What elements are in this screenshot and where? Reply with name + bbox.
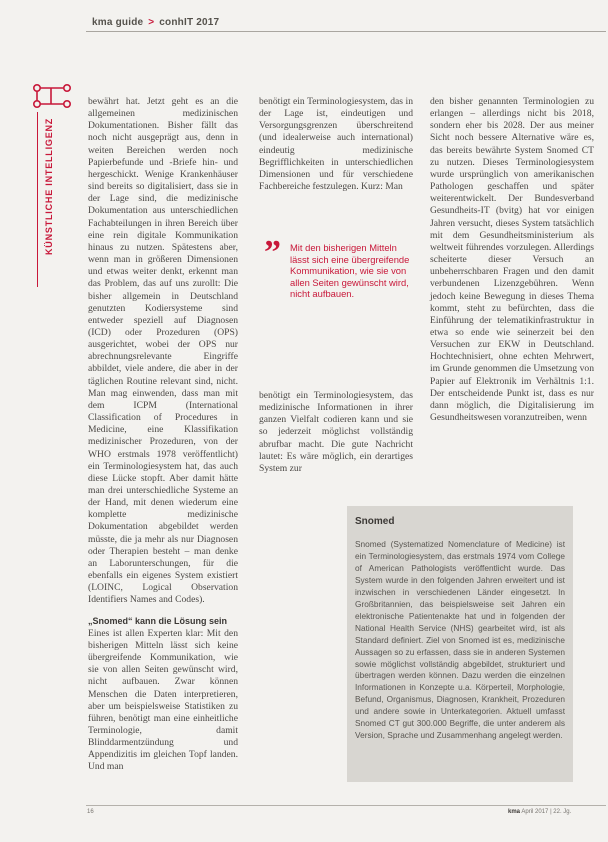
article-column-3 <box>430 96 594 424</box>
header-rule <box>86 31 606 32</box>
circuit-icon <box>27 78 75 114</box>
article-paragraph: Eines ist allen Experten klar: Mit den bisherigen Mitteln lässt sich keine übergreifende Kommunikation, wie sie von allen Seiten gewünscht wird, nicht aufbauen. Zwar können Menschen die Daten interpretieren, aber um beispielsweise Statistiken zu führen, benötigt man eine einheitliche Terminologie, damit Blinddarmentzündung und Appendizitis im gleichen Topf landen. Und man <box>88 627 238 773</box>
article-paragraph: bewährt hat. Jetzt geht es an die allgemeinen medizinischen Dokumentationen. Bisher fällt das noch nicht ausgeprägt aus, denn in weiten Bereichen werden noch Papierbefunde und -Briefe hin- und hergeschickt. Wenige Krankenhäuser sind bereits so digitalisiert, dass sie in der Lage sind, die medizinische Dokumentation aus unterschiedlichen Fachabteilungen in ihren Bereich über eine rein digitale Kommunikation hinaus zu nutzen. Spätestens aber, wenn man in größeren Dimensionen und etwas weiter denkt, erkennt man das Problem, das auf uns zurollt: Die bisher allgemein in Deutschland genutzten Kodiersysteme sind entweder speziell auf Diagnosen (ICD) oder Prozeduren (OPS) ausgerichtet, wobei der OPS nur abrechnungsrelevante Eingriffe abbildet, viele andere, die aber in der täglichen Routine relevant sind, nicht. Man mag einwenden, dass man mit dem ICPM (International Classification of Procedures in Medicine, eine Klassifikation medizinischer Prozeduren, von der WHO erstmals 1978 veröffentlicht) ein Terminologiesystem hat, das auch diese Lücke stopft. Aber damit hätte man drei unterschiedliche Systeme an der Hand, mit denen wiederum eine komplette medizinische Dokumentation abgebildet werden müsste, die ja mehr als nur Diagnosen oder Therapien besteht – man denke an Laborunterschungen, für die ebenfalls ein eigenes System existiert (LOINC, Logical Observation Identifiers Names and Codes). <box>88 96 238 606</box>
article-column-2-bottom <box>259 390 413 475</box>
info-box <box>347 506 573 782</box>
sidebar-category-label: KÜNSTLICHE INTELLIGENZ <box>44 117 54 255</box>
footer-issue-date: April 2017 <box>521 809 549 815</box>
article-column-2-top <box>259 96 413 193</box>
footer-rule <box>86 805 606 806</box>
article-subheading: „Snomed“ kann die Lösung sein <box>88 615 228 626</box>
sidebar-rule <box>37 112 38 287</box>
page-number: 16 <box>87 809 94 815</box>
section-name: conhIT 2017 <box>159 17 220 28</box>
footer-issue: kma April 2017 | 22. Jg. <box>508 809 572 815</box>
running-header <box>92 17 219 28</box>
header-separator: > <box>148 17 155 28</box>
publication-name: kma guide <box>92 17 144 28</box>
article-column-1 <box>88 96 238 774</box>
article-paragraph: den bisher genannten Terminologien zu erlangen – allerdings nicht bis 2018, sondern eher bis 2028. Der aus meiner Sicht noch bessere Alternative wäre es, das bereits bewährte System Snomed CT zu nutzen. Dieses Terminologiesystem wurde ursprünglich von amerikanischen Pathologen geschaffen und später weiterentwickelt. Der Bundesverband Gesundheits-IT (bvitg) hat vor einigen Jahren versucht, dieses System tatsächlich mit dem Gesundheitsministerium als weltweit führendes vorzulegen. Allerdings scheiterte dieser Versuch an unbeherrschbaren Fragen und den damit verbundenen Lizenzgebühren. Wenn jedoch keine Bewegung in dieses Thema kommt, steht zu befürchten, dass die Einführung der telematikinfrastruktur in etwa so ende wie seinerzeit bei den Versuchen zur EKW in Deutschland. Hochtechnisiert, ohne echten Mehrwert, im Grunde genommen die Umsetzung von Papier auf Elektronik im Verhältnis 1:1. Der entscheidende Punkt ist, dass es nur dann möglich, die Digitalisierung im Gesundheitswesen voranzutreiben, wenn <box>430 96 594 424</box>
pull-quote-text: Mit den bisherigen Mitteln lässt sich eine übergreifende Kommunikation, wie sie von allen Seiten gewünscht wird, nicht aufbauen. <box>290 242 410 300</box>
quote-mark-icon: ” <box>264 234 281 271</box>
footer-magazine: kma <box>508 809 521 815</box>
article-paragraph: benötigt ein Terminologiesystem, das in der Lage ist, eindeutigen und Versorgungsgrenzen überschreitend (und idealerweise auch international) eindeutig medizinische Begrifflichkeiten in unterschiedlichen Dimensionen und für verschiedene Fachbereiche festzulegen. Kurz: Man <box>259 96 413 193</box>
article-paragraph: benötigt ein Terminologiesystem, das medizinische Informationen in ihrer ganzen Vielfalt codieren kann und sie so jederzeit möglichst vollständig abrufbar macht. Die gute Nachricht lautet: Es wäre möglich, ein derartiges System zur <box>259 390 413 474</box>
info-box-title: Snomed <box>355 516 395 527</box>
pull-quote <box>264 234 414 300</box>
footer-volume: 22. Jg. <box>553 809 572 815</box>
info-box-body: Snomed (Systematized Nomenclature of Medicine) ist ein Terminologiesystem, das erstmals 1974 vom College of American Pathologists veröffentlicht wurde. Das System wurde in den folgenden Jahren erweitert und ist inzwischen in verschiedenen Länder eingesetzt. In Großbritannien, das beispielsweise seit Jahren ein elektronische Patientenakte hat und in folgenden der National Health Service (NHS) gearbeitet wird, ist als Standard definiert. Ziel von Snomed ist es, medizinische Aussagen so zu erfassen, dass sie in anderen Systemen sowie möglichst vollständig abgebildet, strukturiert und übertragen werden können. Dazu werden die einzelnen Informationen in Konzepte u.a. Körperteil, Morphologie, Befund, Organismus, Diagnosen, Krankheit, Prozeduren und andere sowie in Unterkategorien. Aktuell umfasst Snomed CT gut 300.000 Begriffe, die unter anderem als Version, Sprache und Zusammenhang angelegt werden. <box>355 539 565 741</box>
